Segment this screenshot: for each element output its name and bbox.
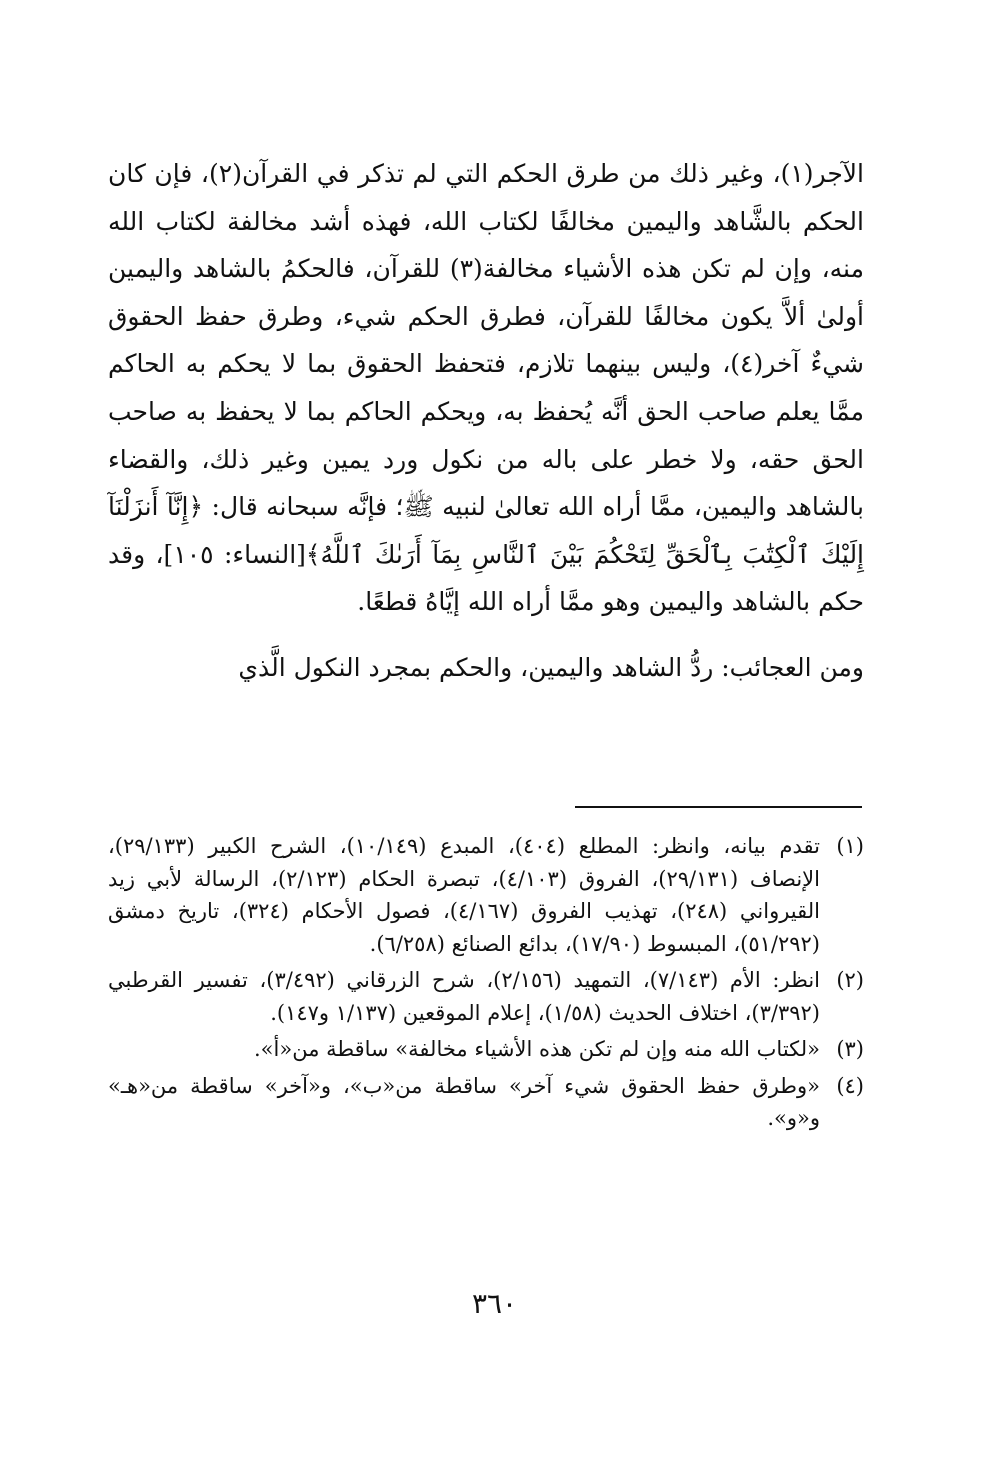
footnote-text: «وطرق حفظ الحقوق شيء آخر» ساقطة من«ب»، و«آخر» ساقطة من«هـ» و«و». <box>108 1073 820 1130</box>
paragraph-gap <box>108 626 864 644</box>
footnote-number: (١) <box>836 834 864 858</box>
footnote-separator <box>575 806 862 808</box>
page-number: ٣٦٠ <box>471 1287 518 1320</box>
paragraph-1: الآجر(١)، وغير ذلك من طرق الحكم التي لم تذكر في القرآن(٢)، فإن كان الحكم بالشَّاهد واليمين مخالفًا لكتاب الله، فهذه أشد مخالفة لكتاب الله منه، وإن لم تكن هذه الأشياء مخالفة(٣) للقرآن، فالحكمُ بالشاهد واليمين أولىٰ ألاَّ يكون مخالفًا للقرآن، فطرق الحكم شيء، وطرق حفظ الحقوق شيءٌ آخر(٤)، وليس بينهما تلازم، فتحفظ الحقوق بما لا يحكم به الحاكم ممَّا يعلم صاحب الحق أنَّه يُحفظ به، ويحكم الحاكم بما لا يحفظ به صاحب الحق حقه، ولا خطر على باله من نكول ورد يمين وغير ذلك، والقضاء بالشاهد واليمين، ممَّا أراه الله تعالىٰ لنبيه ﷺ؛ فإنَّه سبحانه قال: ﴿إِنَّآ أَنزَلْنَآ إِلَيْكَ ٱلْكِتَٰبَ بِٱلْحَقِّ لِتَحْكُمَ بَيْنَ ٱلنَّاسِ بِمَآ أَرَىٰكَ ٱللَّهُ﴾[النساء: ١٠٥]، وقد حكم بالشاهد واليمين وهو ممَّا أراه الله إيَّاهُ قطعًا. <box>108 159 865 617</box>
footnote-2 <box>108 964 864 1029</box>
footnote-text: انظر: الأم (٧/١٤٣)، التمهيد (٢/١٥٦)، شرح الزرقاني (٣/٤٩٢)، تفسير القرطبي (٣/٣٩٢)، اختلاف الحديث (١/٥٨)، إعلام الموقعين (١/١٣٧ و١٤٧). <box>108 968 820 1025</box>
footnotes <box>108 830 864 1139</box>
footnote-4 <box>108 1070 864 1135</box>
footnote-text: «لكتاب الله منه وإن لم تكن هذه الأشياء مخالفة» ساقطة من«أ». <box>254 1037 820 1061</box>
footnote-number: (٤) <box>836 1073 864 1098</box>
footnote-text: تقدم بيانه، وانظر: المطلع (٤٠٤)، المبدع (١٠/١٤٩)، الشرح الكبير (٢٩/١٣٣)، الإنصاف (٢٩/١٣١)، الفروق (٤/١٠٣)، تبصرة الحكام (٢/١٢٣)، الرسالة لأبي زيد القيرواني (٢٤٨)، تهذيب الفروق (٤/١٦٧)، فصول الأحكام (٣٢٤)، تاريخ دمشق (٥١/٢٩٢)، المبسوط (١٧/٩٠)، بدائع الصنائع (٦/٢٥٨). <box>108 834 821 956</box>
paragraph-2: ومن العجائب: ردُّ الشاهد واليمين، والحكم بمجرد النكول الَّذي <box>238 652 864 682</box>
footnote-number: (٢) <box>836 968 864 992</box>
main-text <box>108 150 864 692</box>
footnote-3 <box>108 1033 864 1066</box>
footnote-1 <box>108 830 864 960</box>
footnote-number: (٣) <box>836 1037 864 1061</box>
